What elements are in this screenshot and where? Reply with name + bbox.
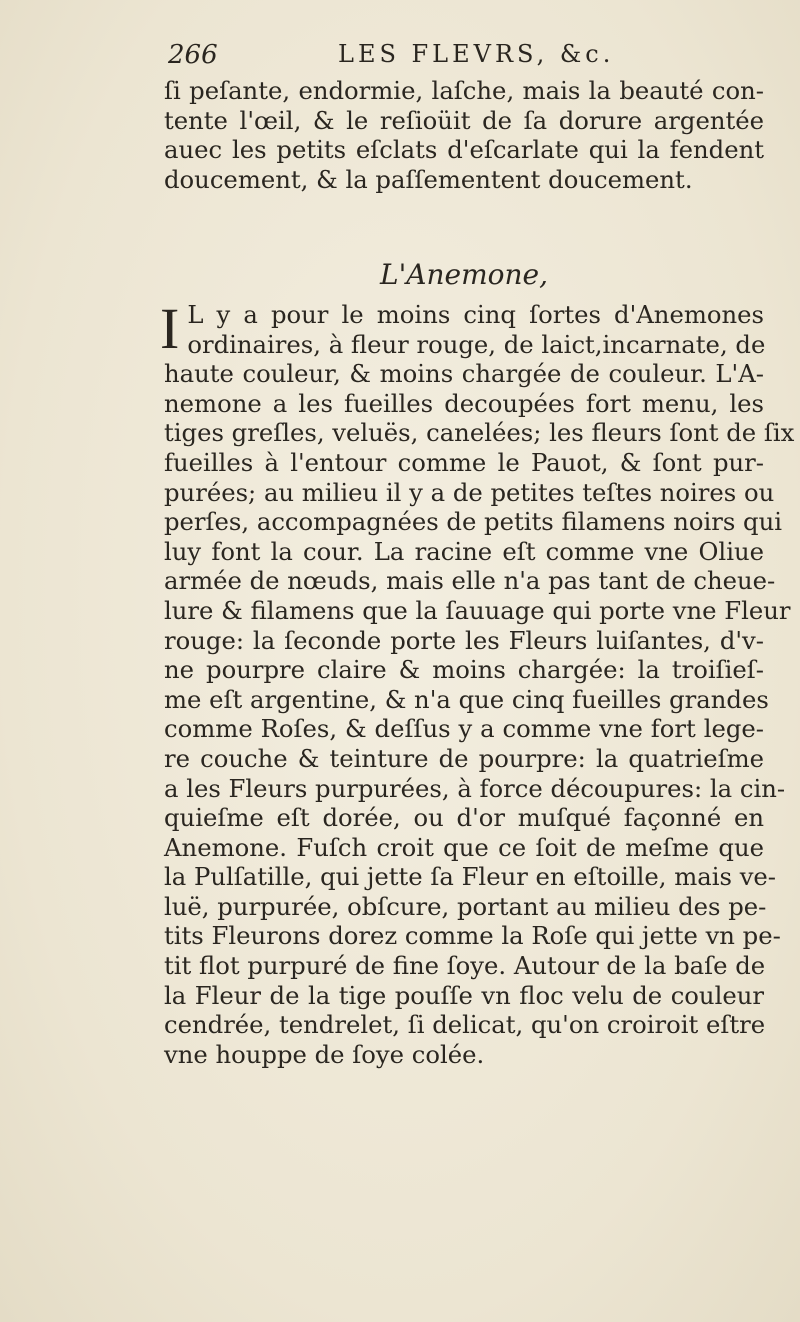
text-line: lure & filamens que la ſauuage qui porte vne Fleur [164,595,791,625]
text-line: cendrée, tendrelet, ſi delicat, qu'on croiroit eſtre [164,1010,766,1040]
paragraph-2 [160,296,795,1069]
text-line: ſi peſante, endormie, laſche, mais la beauté con- [164,76,764,105]
text-line: tits Fleurons dorez comme la Roſe qui jette vn pe- [164,921,781,951]
text-line: haute couleur, & moins chargée de couleur. L'A- [164,359,764,389]
drop-cap: I [160,296,180,361]
text-line: luy font la cour. La racine eſt comme vne Oliue [164,536,764,566]
running-title: LES FLEVRS, &c. [338,40,615,68]
text-line: me eſt argentine, & n'a que cinq fueilles grandes [164,684,769,714]
text-line: L y a pour le moins cinq ſortes d'Anemones [187,300,764,329]
page-number: 266 [168,40,218,70]
text-line: re couche & teinture de pourpre: la quatrieſme [164,743,764,773]
text-line: nemone a les fueilles decoupées fort menu, les [164,388,764,418]
text-line: vne houppe de ſoye colée. [164,1039,485,1069]
text-line: comme Roſes, & deſſus y a comme vne fort lege- [164,714,764,744]
text-line: luë, purpurée, obſcure, portant au milieu des pe- [164,891,767,921]
section-heading: L'Anemone, [379,258,549,291]
text-line: ordinaires, à fleur rouge, de laict,incarnate, de [187,329,766,359]
text-line: armée de nœuds, mais elle n'a pas tant de cheue- [164,566,776,596]
text-line: Anemone. Fuſch croit que ce ſoit de meſme que [164,832,764,862]
text-line: ne pourpre claire & moins chargée: la troiſieſ- [164,655,764,685]
text-line: la Pulſatille, qui jette ſa Fleur en eſtoille, mais ve- [164,862,777,892]
text-line: tente l'œil, & le reſioüit de ſa dorure argentée [164,105,764,135]
text-line: purées; au milieu il y a de petites teſtes noires ou [164,477,775,507]
text-line: auec les petits eſclats d'eſcarlate qui la fendent [164,135,764,165]
text-line: la Fleur de la tige pouſſe vn floc velu de couleur [164,980,764,1010]
text-line: perſes, accompagnées de petits filamens noirs qui [164,507,783,537]
paragraph-1 [164,76,764,194]
page-header [168,40,728,76]
text-line: rouge: la ſeconde porte les Fleurs luiſantes, d'v- [164,625,764,655]
text-line: tit flot purpuré de fine ſoye. Autour de la baſe de [164,951,766,981]
text-line: doucement, & la paſſementent doucement. [164,164,693,194]
text-line: quieſme eſt dorée, ou d'or muſqué façonné en [164,803,764,833]
text-line: tiges greſles, veluës, canelées; les fleurs ſont de ſix [164,418,795,448]
text-line: a les Fleurs purpurées, à force découpures: la cin- [164,773,786,803]
text-line: fueilles à l'entour comme le Pauot, & ſont pur- [164,447,764,477]
